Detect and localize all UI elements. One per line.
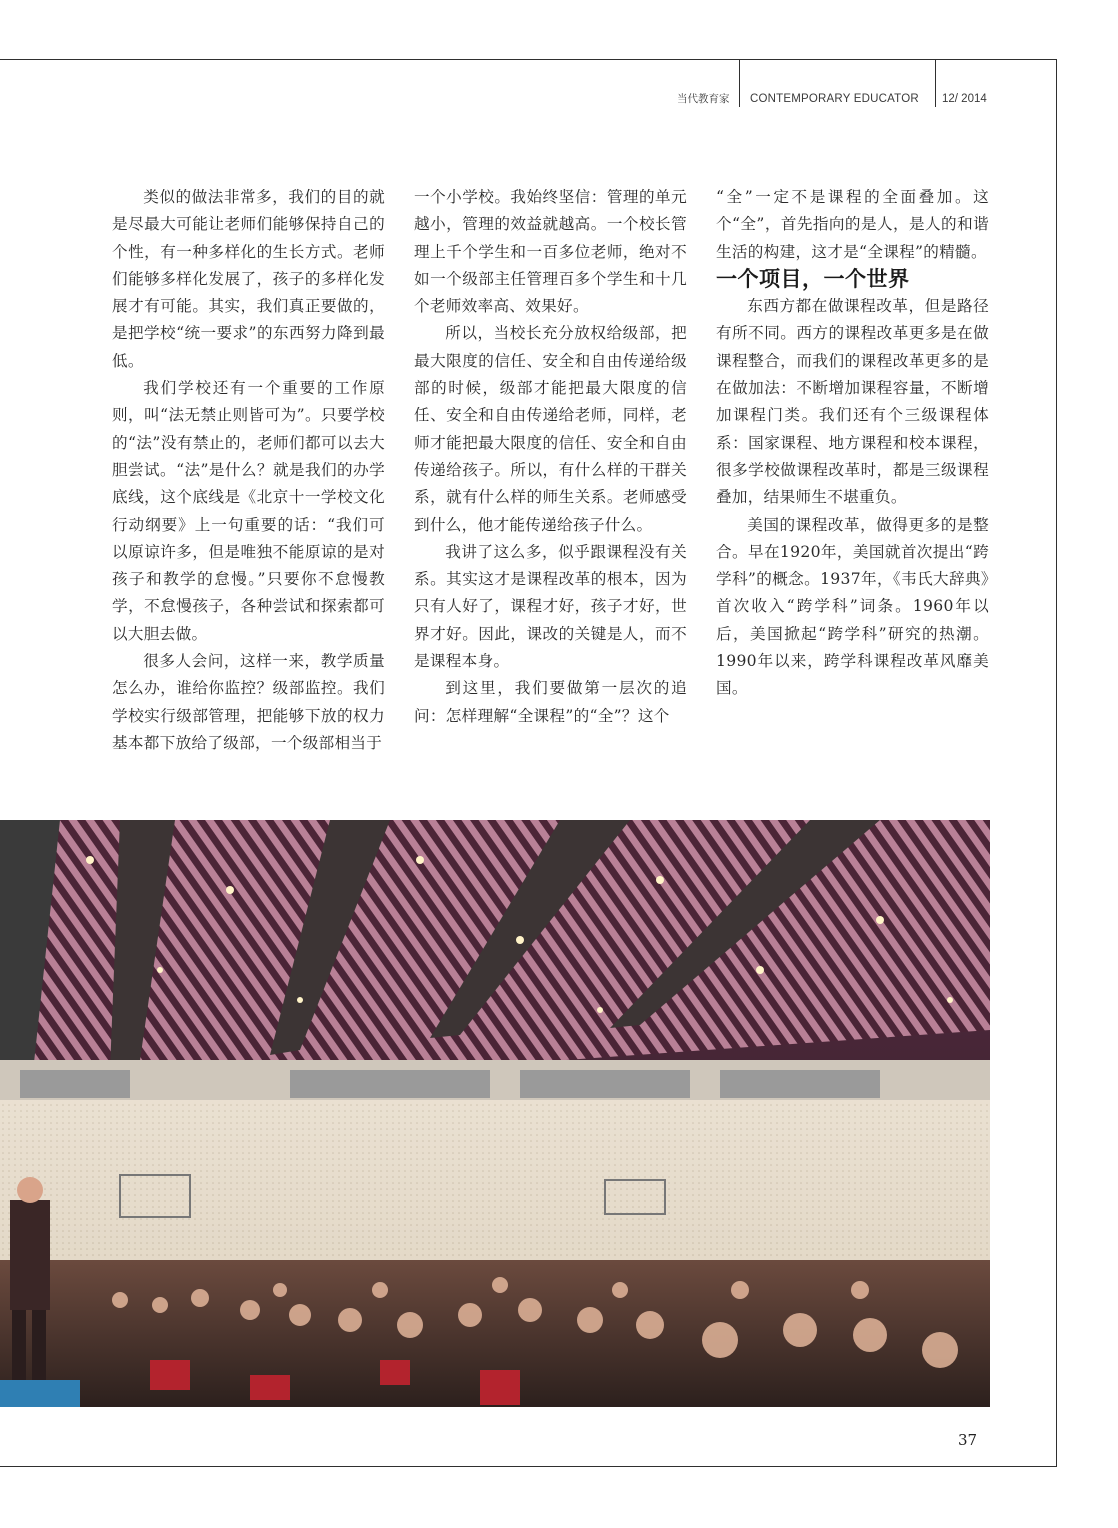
top-rule <box>0 59 1057 60</box>
header-divider <box>739 59 740 107</box>
magazine-name-en: CONTEMPORARY EDUCATOR <box>750 93 919 105</box>
auditorium-photo <box>0 820 990 1407</box>
paragraph: 很多人会问，这样一来，教学质量怎么办，谁给你监控？级部监控。我们学校实行级部管理，把能够下放的权力基本都下放给了级部，一个级部相当于 <box>112 652 385 752</box>
section-heading: 一个项目，一个世界 <box>716 266 910 291</box>
text-column-1 <box>112 184 385 757</box>
bottom-rule <box>0 1466 1057 1467</box>
paragraph: 所以，当校长充分放权给级部，把最大限度的信任、安全和自由传递给级部的时候，级部才能把最大限度的信任、安全和自由传递给老师，同样，老师才能把最大限度的信任、安全和自由传递给孩子。所以，有什么样的干群关系，就有什么样的师生关系。老师感受到什么，他才能传递给孩子什么。 <box>414 324 687 534</box>
right-rule <box>1056 59 1057 1467</box>
paragraph: 我们学校还有一个重要的工作原则，叫“法无禁止则皆可为”。只要学校的“法”没有禁止的，老师们都可以去大胆尝试。“法”是什么？就是我们的办学底线，这个底线是《北京十一学校文化行动纲要》上一句重要的话：“我们可以原谅许多，但是唯独不能原谅的是对孩子和教学的怠慢。”只要你不怠慢教学，不怠慢孩子，各种尝试和探索都可以大胆去做。 <box>112 379 385 643</box>
paragraph: 我讲了这么多，似乎跟课程没有关系。其实这才是课程改革的根本，因为只有人好了，课程才好，孩子才好，世界才好。因此，课改的关键是人，而不是课程本身。 <box>414 542 687 671</box>
magazine-name-cn: 当代教育家 <box>677 93 730 105</box>
paragraph: 类似的做法非常多，我们的目的就是尽最大可能让老师们能够保持自己的个性，有一种多样化的生长方式。老师们能够多样化发展了，孩子的多样化发展才有可能。其实，我们真正要做的，是把学校“统一要求”的东西努力降到最低。 <box>112 188 385 370</box>
header-divider <box>935 59 936 107</box>
photo-illustration <box>0 820 990 1407</box>
paragraph: 东西方都在做课程改革，但是路径有所不同。西方的课程改革更多是在做课程整合，而我们的课程改革更多的是在做加法：不断增加课程容量，不断增加课程门类。我们还有个三级课程体系：国家课程、地方课程和校本课程，很多学校做课程改革时，都是三级课程叠加，结果师生不堪重负。 <box>716 297 989 507</box>
paragraph: “全”一定不是课程的全面叠加。这个“全”，首先指向的是人，是人的和谐生活的构建，这才是“全课程”的精髓。 <box>716 188 989 261</box>
page-number: 37 <box>958 1431 978 1449</box>
text-column-2 <box>414 184 687 730</box>
paragraph: 到这里，我们要做第一层次的追问：怎样理解“全课程”的“全”？这个 <box>414 679 687 725</box>
issue-date: 12/ 2014 <box>942 93 987 105</box>
paragraph: 美国的课程改革，做得更多的是整合。早在1920年，美国就首次提出“跨学科”的概念。1937年，《韦氏大辞典》首次收入“跨学科”词条。1960年以后，美国掀起“跨学科”研究的热潮。1990年以来，跨学科课程改革风靡美国。 <box>716 515 989 698</box>
paragraph: 一个小学校。我始终坚信：管理的单元越小，管理的效益就越高。一个校长管理上千个学生和一百多位老师，绝对不如一个级部主任管理百多个学生和十几个老师效率高、效果好。 <box>414 188 687 316</box>
text-column-3 <box>716 184 989 703</box>
